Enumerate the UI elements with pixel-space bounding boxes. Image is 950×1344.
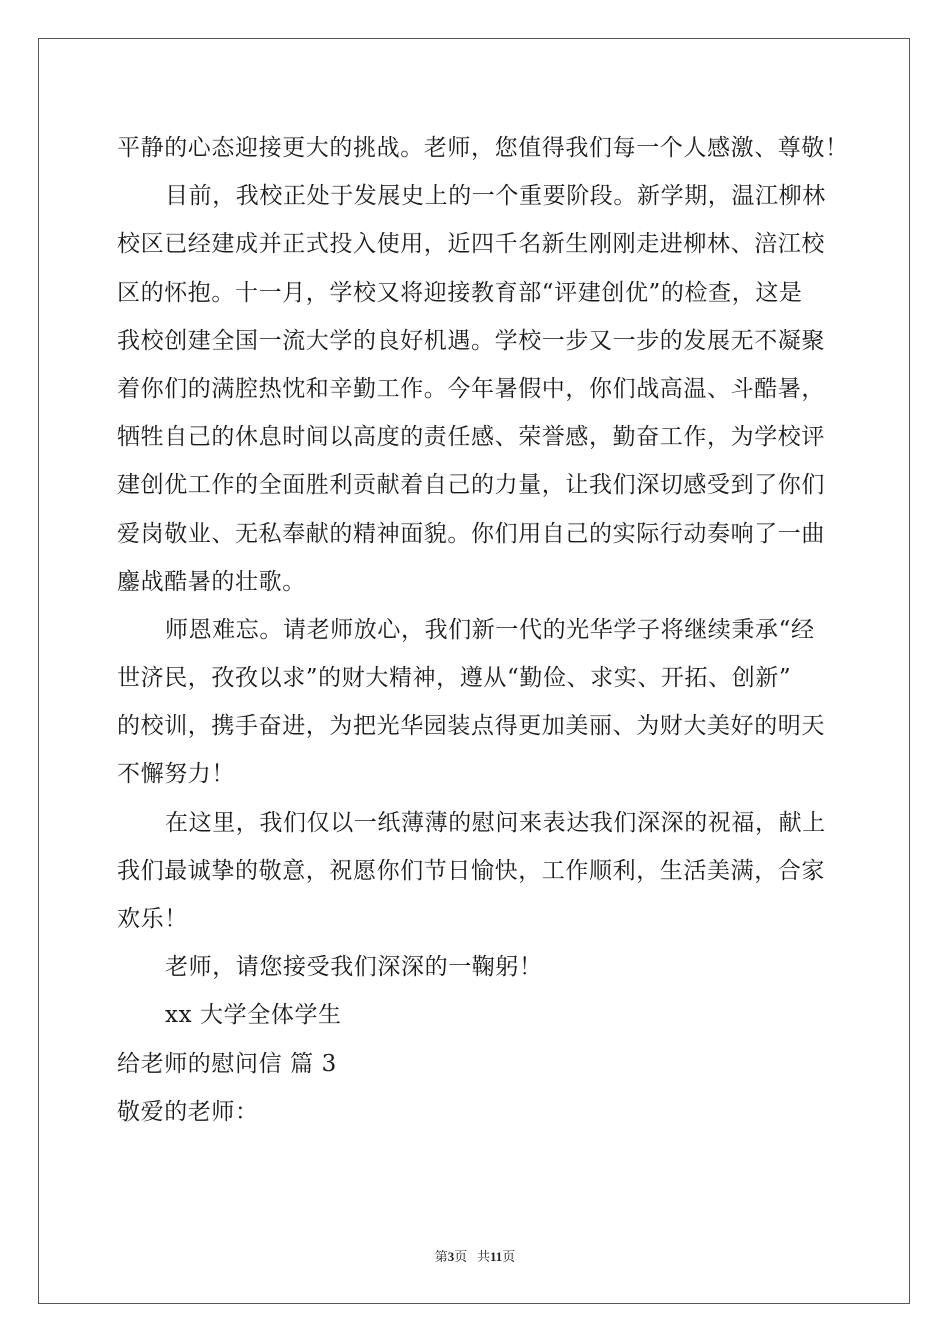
page-total-count: 11 — [489, 1249, 503, 1264]
page-number-unit: 页 — [454, 1249, 468, 1264]
page-footer — [0, 1246, 950, 1265]
text-line: 欢乐！ — [117, 906, 188, 932]
text-line: 区的怀抱。十一月，学校又将迎接教育部“评建创优”的检查，这是 — [117, 279, 803, 306]
page-number-current: 3 — [447, 1249, 455, 1264]
text-line: 建创优工作的全面胜利贡献着自己的力量，让我们深切感受到了你们 — [117, 472, 825, 499]
text-line: 目前，我校正处于发展史上的一个重要阶段。新学期，温江柳林 — [165, 183, 826, 210]
text-line: 敬爱的老师： — [117, 1098, 259, 1125]
text-line: 老师，请您接受我们深深的一鞠躬！ — [165, 954, 543, 981]
text-line: 我们最诚挚的敬意，祝愿你们节日愉快，工作顺利，生活美满，合家 — [117, 857, 825, 884]
text-line: 平静的心态迎接更大的挑战。老师，您值得我们每一个人感激、尊敬！ — [117, 135, 849, 161]
text-line: 爱岗敬业、无私奉献的精神面貌。你们用自己的实际行动奏响了一曲 — [117, 520, 825, 547]
text-line: xx 大学全体学生 — [165, 1002, 342, 1029]
text-line: 我校创建全国一流大学的良好机遇。学校一步又一步的发展无不凝聚 — [117, 327, 825, 354]
text-line: 校区已经建成并正式投入使用，近四千名新生刚刚走进柳林、涪江校 — [117, 231, 825, 258]
letter-body — [117, 124, 849, 1136]
text-line: 的校训，携手奋进，为把光华园装点得更加美丽、为财大美好的明天 — [117, 713, 825, 740]
text-line: 给老师的慰问信 篇 3 — [117, 1050, 337, 1077]
text-line: 鏖战酷暑的壮歌。 — [117, 568, 306, 595]
text-line: 着你们的满腔热忱和辛勤工作。今年暑假中，你们战高温、斗酷暑， — [117, 375, 825, 402]
text-line: 不懈努力！ — [117, 761, 235, 788]
page-number-prefix: 第 — [434, 1249, 448, 1264]
text-line: 世济民，孜孜以求”的财大精神，遵从“勤俭、求实、开拓、创新” — [117, 665, 792, 692]
text-line: 师恩难忘。请老师放心，我们新一代的光华学子将继续秉承“经 — [165, 616, 815, 643]
page-total-unit: 页 — [502, 1249, 516, 1264]
page-total-prefix: 共 — [476, 1249, 490, 1264]
text-line: 在这里，我们仅以一纸薄薄的慰问来表达我们深深的祝福，献上 — [165, 809, 826, 836]
text-line: 牺牲自己的休息时间以高度的责任感、荣誉感，勤奋工作，为学校评 — [117, 424, 825, 451]
